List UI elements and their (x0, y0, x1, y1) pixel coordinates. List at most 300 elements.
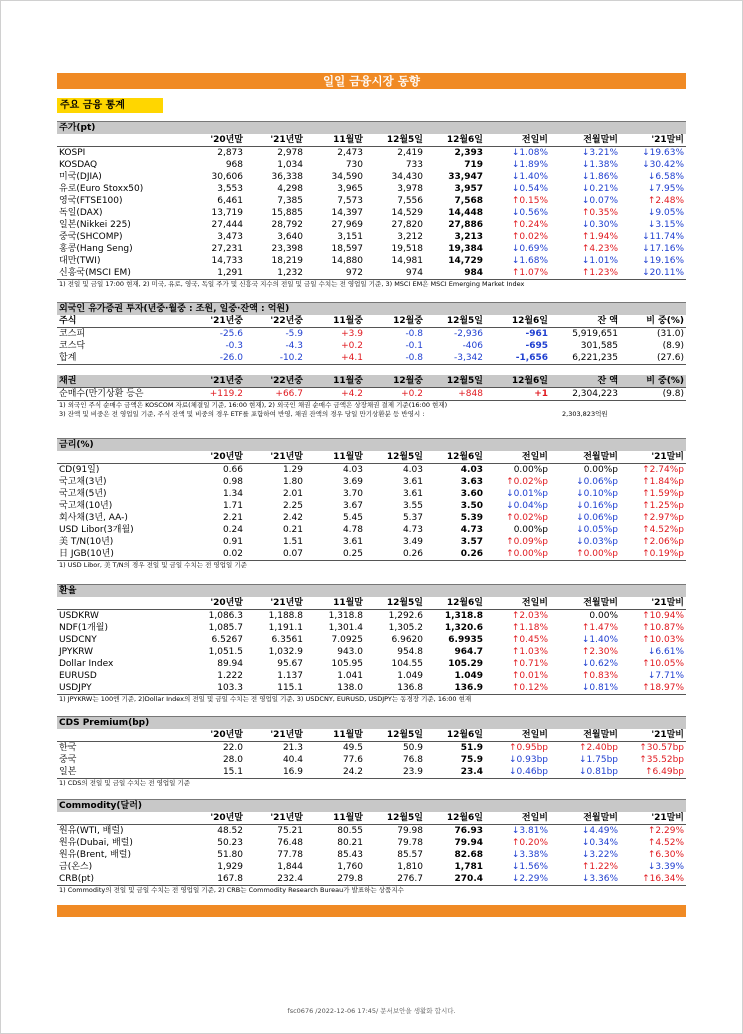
table-cell: -406 (462, 341, 483, 351)
table-cell: -2,936 (453, 329, 483, 339)
table-cell: 954.8 (397, 647, 423, 657)
table-cell: 0.00% (589, 611, 618, 621)
table-cell: 3.61 (342, 537, 363, 547)
table-cell: 6.9620 (391, 635, 423, 645)
column-header: 12월5일 (365, 451, 425, 464)
row-label: 日 JGB(10년) (57, 548, 185, 561)
column-header: '20년말 (185, 134, 245, 147)
column-header: 전일비 (485, 812, 550, 825)
foreign-note-1: 1) 외국인 주식 순매수 금액은 KOSCOM 자료(체결일 기준, 16:00 현재), 2) 외국인 채권 순매수 금액은 상장채권 결제 기준(16:00 현재) (59, 401, 448, 409)
table-cell: -695 (525, 341, 548, 351)
table-cell: ↑10.94% (642, 611, 684, 621)
table-cell: 1,301.4 (328, 623, 363, 633)
table-cell: ↓0.10%p (576, 489, 618, 499)
column-header (57, 812, 185, 825)
row-label: 신흥국(MSCI EM) (57, 267, 185, 280)
column-header: 11월말 (305, 597, 365, 610)
table-cell: 719 (464, 160, 483, 170)
page-footer: fsc0676 /2022-12-06 17:45/ 문서보안을 생활화 합시다. (287, 1007, 456, 1015)
table-cell: -961 (525, 329, 548, 339)
table-cell: ↑4.52% (647, 838, 684, 848)
table-cell: ↑6.30% (647, 850, 684, 860)
rate-columns (57, 451, 686, 464)
column-header: '21년중 (185, 375, 245, 388)
table-cell: ↓0.69% (511, 244, 548, 254)
table-cell: ↓0.04%p (506, 501, 548, 511)
bond-columns (57, 375, 686, 388)
table-cell: 0.91 (222, 537, 243, 547)
table-cell: 34,430 (391, 172, 423, 182)
row-label: 미국(DJIA) (59, 172, 102, 182)
table-cell: 3.55 (402, 501, 423, 511)
column-header: '21년말 (245, 597, 305, 610)
foreign-rows (57, 328, 686, 365)
table-cell: 0.07 (245, 548, 305, 561)
table-cell: 27,444 (211, 220, 243, 230)
table-cell: 5.45 (342, 513, 363, 523)
rate-header: 금리(%) (57, 438, 686, 451)
table-cell: 167.8 (185, 873, 245, 886)
table-cell: ↑2.97%p (642, 513, 684, 523)
foreign-note-2 (57, 410, 686, 419)
table-cell: ↓0.21% (581, 184, 618, 194)
table-row (57, 646, 686, 658)
table-cell: 0.25 (305, 548, 365, 561)
table-cell: 1.51 (282, 537, 303, 547)
table-cell: ↓3.36% (550, 873, 620, 886)
table-cell: 40.4 (282, 755, 303, 765)
table-row (57, 388, 686, 401)
table-cell: ↓0.03%p (576, 537, 618, 547)
table-cell: 105.95 (331, 659, 363, 669)
table-cell: 27,820 (391, 220, 423, 230)
table-cell: 48.52 (217, 826, 243, 836)
table-row (57, 255, 686, 267)
cds-columns (57, 729, 686, 742)
table-cell: 1.29 (282, 465, 303, 475)
table-cell: ↑1.22% (581, 862, 618, 872)
table-cell: 1,760 (337, 862, 363, 872)
row-label: CD(91일) (59, 465, 100, 475)
table-cell: ↓0.06%p (576, 477, 618, 487)
column-header: 12월5일 (425, 315, 485, 328)
column-header: '22년중 (245, 375, 305, 388)
row-label: USDKRW (59, 611, 99, 621)
row-label: 美 T/N(10년) (59, 537, 114, 547)
table-cell: 972 (305, 267, 365, 280)
rate-rows (57, 464, 686, 561)
table-row (57, 849, 686, 861)
table-cell: 104.55 (391, 659, 423, 669)
table-cell: ↑0.01% (511, 671, 548, 681)
table-cell: 4.73 (402, 525, 423, 535)
column-header: 잔 액 (550, 375, 620, 388)
bottom-bar (57, 905, 686, 917)
table-cell: 21.3 (282, 743, 303, 753)
row-label: 홍콩(Hang Seng) (59, 244, 133, 254)
table-cell: 0.00%p (583, 465, 618, 475)
table-cell: 1,844 (277, 862, 303, 872)
column-header: '21말비 (620, 729, 686, 742)
table-cell: 14,729 (448, 256, 483, 266)
table-cell: 0.02 (185, 548, 245, 561)
column-header (57, 134, 185, 147)
row-label: 독일(DAX) (59, 208, 103, 218)
table-cell: ↓2.29% (485, 873, 550, 886)
table-cell: ↑0.02%p (506, 477, 548, 487)
table-cell: 1,292.6 (388, 611, 423, 621)
column-header: 전월말비 (550, 729, 620, 742)
table-cell: 2.21 (222, 513, 243, 523)
table-cell: ↓3.81% (511, 826, 548, 836)
fx-columns (57, 597, 686, 610)
cds-table (57, 729, 686, 779)
table-cell: ↑2.30% (581, 647, 618, 657)
table-cell: 13,719 (211, 208, 243, 218)
table-row (57, 610, 686, 623)
table-cell: 1.049 (397, 671, 423, 681)
column-header: 12월6일 (425, 812, 485, 825)
table-cell: 3.61 (402, 489, 423, 499)
table-cell: 30,606 (211, 172, 243, 182)
foreign-note-2-text: 3) 잔액 및 비중은 전 영업일 기준, 주식 잔액 및 비중의 경우 ETF를 포함하여 반영, 채권 잔액의 경우 당일 만기상환분 등 반영시 : (59, 410, 425, 418)
table-cell: 75.21 (277, 826, 303, 836)
column-header: 전일비 (485, 451, 550, 464)
table-cell: 23.4 (425, 766, 485, 779)
table-cell: ↓17.16% (642, 244, 684, 254)
table-cell: 1.80 (282, 477, 303, 487)
table-cell: 2.25 (282, 501, 303, 511)
table-cell: 50.23 (217, 838, 243, 848)
table-cell: 0.21 (282, 525, 303, 535)
table-row (57, 873, 686, 886)
table-cell: +3.9 (341, 329, 363, 339)
table-row (57, 207, 686, 219)
table-cell: 1.71 (222, 501, 243, 511)
table-cell: 0.26 (425, 548, 485, 561)
table-cell: ↑0.35% (581, 208, 618, 218)
table-cell: ↓19.63% (642, 148, 684, 158)
table-cell: 79.98 (397, 826, 423, 836)
table-cell: ↑2.03% (511, 611, 548, 621)
table-cell: 3.70 (342, 489, 363, 499)
table-row (57, 464, 686, 477)
table-cell: 6.3561 (271, 635, 303, 645)
rate-table (57, 451, 686, 561)
table-cell: 3.50 (460, 501, 483, 511)
table-cell: ↑0.09%p (506, 537, 548, 547)
column-header: 전월말비 (550, 451, 620, 464)
table-cell: ↓1.75bp (578, 755, 618, 765)
table-cell: ↑0.95bp (508, 743, 548, 753)
row-label: USD Libor(3개월) (59, 525, 134, 535)
table-cell: 270.4 (425, 873, 485, 886)
bond-rows (57, 388, 686, 401)
table-row (57, 195, 686, 207)
table-cell: 23.9 (365, 766, 425, 779)
table-row (57, 219, 686, 231)
table-row (57, 670, 686, 682)
stock-columns (57, 134, 686, 147)
commodity-columns (57, 812, 686, 825)
table-cell: ↑18.97% (620, 682, 686, 695)
table-cell: 943.0 (337, 647, 363, 657)
column-header: 11월중 (305, 315, 365, 328)
cds-note: 1) CDS의 전일 및 금일 수치는 전 영업일 기준 (59, 779, 191, 787)
table-cell: ↑4.23% (581, 244, 618, 254)
table-cell: 76.8 (402, 755, 423, 765)
column-header (57, 597, 185, 610)
table-cell: -0.8 (365, 352, 425, 365)
table-cell: 279.8 (305, 873, 365, 886)
table-cell: 18,597 (331, 244, 363, 254)
row-label: 원유(Dubai, 배럴) (59, 838, 133, 848)
table-cell: 19,518 (391, 244, 423, 254)
row-label: CRB(pt) (57, 873, 185, 886)
page-title: 일일 금융시장 동향 (57, 73, 686, 89)
table-cell: 1,320.6 (444, 623, 483, 633)
table-cell: 1,810 (397, 862, 423, 872)
foreign-note-2-value: 2,303,823억원 (562, 410, 608, 418)
table-cell: ↑0.83% (581, 671, 618, 681)
column-header: 12월중 (365, 315, 425, 328)
table-cell: ↑0.00%p (485, 548, 550, 561)
table-cell: ↑16.34% (620, 873, 686, 886)
table-cell: ↑4.52%p (642, 525, 684, 535)
table-cell: 79.78 (397, 838, 423, 848)
table-cell: 0.66 (222, 465, 243, 475)
table-cell: 1,032.9 (268, 647, 303, 657)
table-cell: +0.2 (341, 341, 363, 351)
table-cell: 3,473 (217, 232, 243, 242)
table-cell: ↓6.61% (647, 647, 684, 657)
table-row (57, 766, 686, 779)
table-cell: +66.7 (245, 388, 305, 401)
table-cell: 2,873 (217, 148, 243, 158)
table-row (57, 171, 686, 183)
table-cell: ↓1.40% (581, 635, 618, 645)
table-row (57, 488, 686, 500)
table-cell: 80.21 (337, 838, 363, 848)
commodity-header: Commodity(달러) (57, 799, 686, 812)
table-cell: 15.1 (185, 766, 245, 779)
foreign-bond-table (57, 375, 686, 401)
cds-header: CDS Premium(bp) (57, 716, 686, 729)
row-label: 중국(SHCOMP) (59, 232, 123, 242)
table-cell: -0.3 (225, 341, 243, 351)
commodity-note: 1) Commodity의 전일 및 금일 수치는 전 영업일 기준, 2) CRB는 Commodity Research Bureau가 발표하는 상품지수 (59, 886, 404, 894)
table-row (57, 825, 686, 838)
table-row (57, 861, 686, 873)
table-cell: ↑2.40bp (578, 743, 618, 753)
table-cell: 1,929 (217, 862, 243, 872)
row-label: 코스피 (59, 329, 86, 339)
table-cell: 1,188.8 (268, 611, 303, 621)
table-cell: 4.03 (460, 465, 483, 475)
table-cell: -0.8 (405, 329, 423, 339)
table-cell: 1.137 (277, 671, 303, 681)
table-cell: 7,573 (337, 196, 363, 206)
fx-table (57, 597, 686, 695)
column-header: '21년말 (245, 812, 305, 825)
stock-note: 1) 전일 및 금일 17:00 현재, 2) 미국, 유로, 영국, 독일 주가 및 신흥국 지수의 전일 및 금일 수치는 전 영업일 기준, 3) MSCI EM은 MSCI Emerging Market Index (59, 280, 525, 288)
table-cell: 95.67 (277, 659, 303, 669)
foreign-stock-table (57, 315, 686, 365)
table-cell: 14,880 (331, 256, 363, 266)
table-cell: 14,397 (331, 208, 363, 218)
fx-note: 1) JPYKRW는 100엔 기준, 2)Dollar Index의 전일 및 금일 수치는 전 영업일 기준, 3) USDCNY, EURUSD, USDJPY는 동경장 기준, 16:00 현재 (59, 695, 472, 703)
table-cell: ↑0.12% (485, 682, 550, 695)
table-cell: 5.37 (402, 513, 423, 523)
table-cell: ↑1.59%p (642, 489, 684, 499)
table-cell: ↑10.03% (642, 635, 684, 645)
table-cell: 3,957 (454, 184, 483, 194)
column-header: '20년말 (185, 597, 245, 610)
table-row (57, 231, 686, 243)
table-cell: 1,305.2 (388, 623, 423, 633)
table-cell: 968 (225, 160, 243, 170)
table-cell: ↓1.56% (511, 862, 548, 872)
row-label: KOSPI (59, 148, 86, 158)
table-cell: 6.5267 (211, 635, 243, 645)
column-header: 11월말 (305, 451, 365, 464)
row-label: NDF(1개월) (59, 623, 108, 633)
column-header: 12월6일 (485, 375, 550, 388)
table-cell: 75.9 (460, 755, 483, 765)
table-cell: 19,384 (448, 244, 483, 254)
column-header: '21말비 (620, 451, 686, 464)
table-cell: 1,051.5 (208, 647, 243, 657)
column-header: 전일비 (485, 597, 550, 610)
table-cell: ↑1.07% (485, 267, 550, 280)
table-cell: 15,885 (271, 208, 303, 218)
table-cell: +119.2 (185, 388, 245, 401)
table-cell: 0.24 (222, 525, 243, 535)
table-cell: ↓0.81bp (550, 766, 620, 779)
table-cell: 974 (365, 267, 425, 280)
column-header: '22년중 (245, 315, 305, 328)
table-cell: (31.0) (656, 329, 684, 339)
table-row (57, 682, 686, 695)
table-cell: ↑10.05% (642, 659, 684, 669)
column-header: 12월6일 (485, 315, 550, 328)
table-cell: 77.78 (277, 850, 303, 860)
row-label: 영국(FTSE100) (59, 196, 123, 206)
table-cell: ↓0.93bp (508, 755, 548, 765)
table-cell: +1 (485, 388, 550, 401)
table-cell: 6,221,235 (550, 352, 620, 365)
table-cell: ↓0.62% (581, 659, 618, 669)
table-cell: -3,342 (425, 352, 485, 365)
table-cell: 4.78 (342, 525, 363, 535)
table-row (57, 548, 686, 561)
fx-rows (57, 610, 686, 695)
row-label: 일본 (57, 766, 185, 779)
table-cell: 27,231 (211, 244, 243, 254)
table-cell: 4.03 (342, 465, 363, 475)
table-row (57, 754, 686, 766)
table-cell: ↑0.15% (511, 196, 548, 206)
table-row (57, 147, 686, 160)
table-cell: 4,298 (277, 184, 303, 194)
column-header: 12월5일 (365, 729, 425, 742)
table-cell: -5.9 (285, 329, 303, 339)
table-cell: 4.03 (402, 465, 423, 475)
stock-table (57, 134, 686, 280)
column-header (57, 729, 185, 742)
table-cell: 1,085.7 (208, 623, 243, 633)
table-cell: -26.0 (185, 352, 245, 365)
table-cell: 3,978 (397, 184, 423, 194)
column-header: 12월중 (365, 375, 425, 388)
row-label: 대만(TWI) (59, 256, 101, 266)
column-header: '20년말 (185, 812, 245, 825)
table-cell: 5.39 (460, 513, 483, 523)
table-cell: 3.61 (402, 477, 423, 487)
table-cell: ↓1.89% (511, 160, 548, 170)
table-cell: 89.94 (217, 659, 243, 669)
table-row (57, 159, 686, 171)
table-cell: 1.041 (337, 671, 363, 681)
table-row (57, 328, 686, 341)
table-cell: 984 (425, 267, 485, 280)
table-cell: 51.80 (217, 850, 243, 860)
column-header: 전일비 (485, 729, 550, 742)
table-cell: ↓1.08% (511, 148, 548, 158)
table-cell: ↑1.84%p (642, 477, 684, 487)
table-cell: 28,792 (271, 220, 303, 230)
column-header: 비 중(%) (620, 375, 686, 388)
table-cell: 49.5 (342, 743, 363, 753)
column-header: 전월말비 (550, 597, 620, 610)
table-cell: ↑0.71% (511, 659, 548, 669)
table-cell: 80.55 (337, 826, 363, 836)
table-cell: 3.49 (402, 537, 423, 547)
table-cell: (8.9) (662, 341, 684, 351)
table-cell: ↑2.06%p (642, 537, 684, 547)
table-cell: ↑10.87% (642, 623, 684, 633)
row-label: 국고채(5년) (59, 489, 107, 499)
table-cell: 301,585 (580, 341, 618, 351)
table-cell: 2.42 (282, 513, 303, 523)
table-cell: 3,640 (277, 232, 303, 242)
table-cell: 103.3 (185, 682, 245, 695)
table-cell: 0.00%p (513, 465, 548, 475)
row-label: KOSDAQ (59, 160, 98, 170)
table-cell: 3,965 (337, 184, 363, 194)
rate-note: 1) USD Libor, 美 T/N의 경우 전일 및 금일 수치는 전 영업일 기준 (59, 561, 247, 569)
column-header: '21말비 (620, 812, 686, 825)
table-cell: ↓0.06%p (576, 513, 618, 523)
table-cell: 18,219 (271, 256, 303, 266)
table-cell: 2,419 (397, 148, 423, 158)
column-header: 잔 액 (550, 315, 620, 328)
table-cell: 3.63 (460, 477, 483, 487)
table-cell: 2,304,223 (550, 388, 620, 401)
table-cell: 2,473 (337, 148, 363, 158)
column-header: 11월말 (305, 812, 365, 825)
table-cell: ↑2.74%p (642, 465, 684, 475)
table-cell: ↓3.22% (581, 850, 618, 860)
table-cell: 733 (405, 160, 423, 170)
table-row (57, 536, 686, 548)
table-cell: 34,590 (331, 172, 363, 182)
table-cell: 1.34 (222, 489, 243, 499)
table-cell: 14,448 (448, 208, 483, 218)
table-cell: 6.9935 (448, 635, 483, 645)
column-header: 12월5일 (425, 375, 485, 388)
table-cell: ↑1.03% (511, 647, 548, 657)
